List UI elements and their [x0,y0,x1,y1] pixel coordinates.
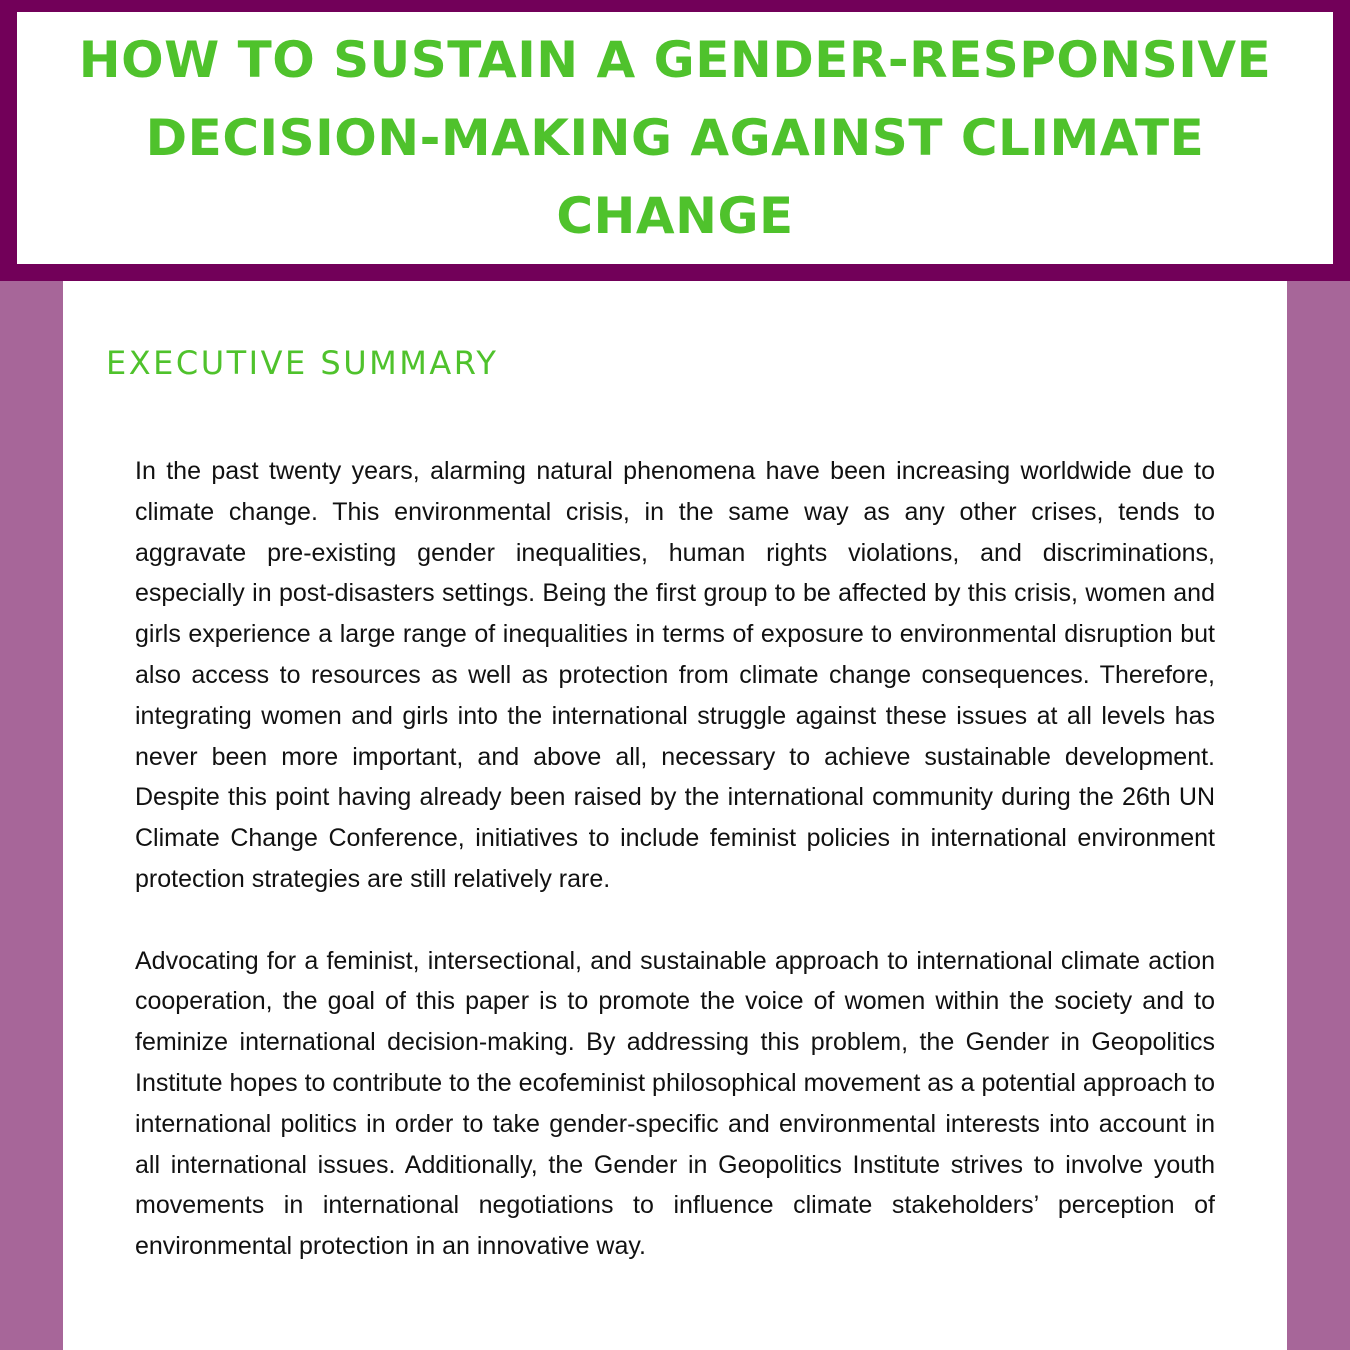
document-title: HOW TO SUSTAIN A GENDER-RESPONSIVE DECISION-MAKING AGAINST CLIMATE CHANGE [78,31,1272,245]
title-box [17,12,1333,264]
summary-paragraph: Advocating for a feminist, intersectional, and sustainable approach to international climate action cooperation, the goal of this paper is to promote the voice of women within the society and to feminize international decision-making. By addressing this problem, the Gender in Geopolitics Institute hopes to contribute to the ecofeminist philosophical movement as a potential approach to international politics in order to take gender-specific and environmental interests into account in all international issues. Additionally, the Gender in Geopolitics Institute strives to involve youth movements in international negotiations to influence climate stakeholders’ perception of environmental protection in an innovative way. [135,946,1215,1261]
summary-paragraph: In the past twenty years, alarming natural phenomena have been increasing worldwide due to climate change. This environmental crisis, in the same way as any other crises, tends to aggravate pre-existing gender inequalities, human rights violations, and discriminations, especially in post-disasters settings. Being the first group to be affected by this crisis, women and girls experience a large range of inequalities in terms of exposure to environmental disruption but also access to resources as well as protection from climate change consequences. Therefore, integrating women and girls into the international struggle against these issues at all levels has never been more important, and above all, necessary to achieve sustainable development. Despite this point having already been raised by the international community during the 26th UN Climate Change Conference, initiatives to include feminist policies in international environment protection strategies are still relatively rare. [135,457,1215,893]
document-page [63,281,1287,1350]
header-frame [0,0,1350,281]
summary-body [135,451,1215,1308]
section-heading: EXECUTIVE SUMMARY [106,344,499,382]
